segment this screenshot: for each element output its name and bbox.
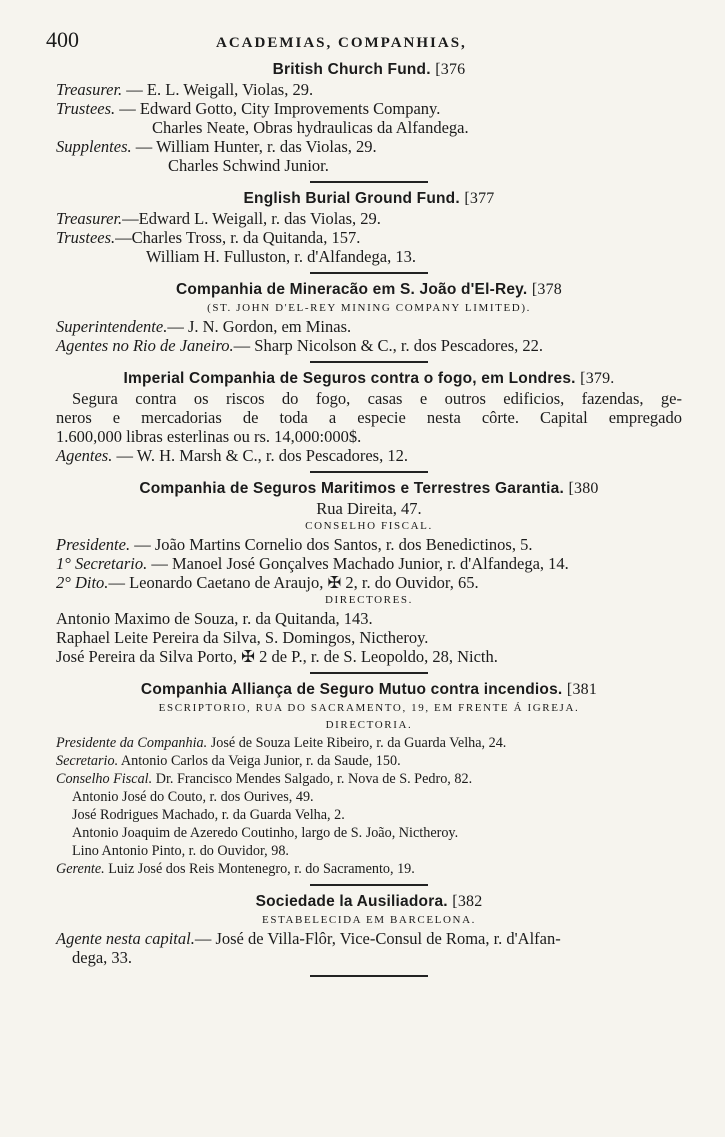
section-378 xyxy=(56,280,682,355)
entry-text: — José de Villa-Flôr, Vice-Consul de Roma, r. d'Alfan- xyxy=(194,929,561,948)
paragraph-line: neros e mercadorias de toda a especie nesta côrte. Capital empregado xyxy=(56,408,682,427)
section-number: [380 xyxy=(568,480,599,497)
entry-line: José Pereira da Silva Porto, ✠ 2 de P., r. de S. Leopoldo, 28, Nicth. xyxy=(56,647,498,666)
section-title xyxy=(56,280,682,300)
entry-line xyxy=(56,535,682,554)
section-title-text: Companhia Alliança de Seguro Mutuo contra incendios. xyxy=(140,681,563,698)
subheading: ESTABELECIDA EM BARCELONA. xyxy=(262,914,476,926)
entry-text: — Edward Gotto, City Improvements Company. xyxy=(115,99,441,118)
section-number: [381 xyxy=(566,681,598,698)
role-label: Agentes. xyxy=(56,446,113,465)
role-label: Trustees. xyxy=(56,228,116,247)
role-label: 1° Secretario. xyxy=(56,554,148,573)
section-title-text: British Church Fund. xyxy=(272,61,431,78)
entry-line xyxy=(56,752,682,770)
entry-line: Antonio José do Couto, r. dos Ourives, 49. xyxy=(72,789,314,805)
section-379 xyxy=(56,369,682,465)
section-subtitle: (ST. JOHN D'EL-REY MINING COMPANY LIMITED). xyxy=(207,302,531,314)
section-divider xyxy=(310,181,428,183)
entry-line xyxy=(56,99,682,118)
role-label: Gerente. xyxy=(56,861,105,877)
section-divider xyxy=(310,361,428,363)
entry-line xyxy=(56,336,682,355)
section-title-text: Sociedade la Ausiliadora. xyxy=(255,893,448,910)
section-title xyxy=(56,369,682,389)
section-title-text: Imperial Companhia de Seguros contra o fogo, em Londres. xyxy=(123,370,576,387)
section-377 xyxy=(56,189,682,266)
section-number: [382 xyxy=(452,893,483,910)
role-label: Agente nesta capital. xyxy=(56,929,195,948)
entry-text: Luiz José dos Reis Montenegro, r. do Sacramento, 19. xyxy=(104,861,415,877)
entry-line: José Rodrigues Machado, r. da Guarda Velha, 2. xyxy=(72,807,345,823)
section-title xyxy=(56,892,682,912)
page-number: 400 xyxy=(46,27,79,52)
entry-line xyxy=(56,734,682,752)
entry-line xyxy=(56,554,682,573)
entry-line xyxy=(56,137,682,156)
role-label: Presidente. xyxy=(56,535,131,554)
section-number: [379. xyxy=(580,370,615,387)
entry-text: — Sharp Nicolson & C., r. dos Pescadores, 22. xyxy=(233,336,543,355)
section-title xyxy=(56,60,682,80)
entry-text: — Manoel José Gonçalves Machado Junior, r. d'Alfandega, 14. xyxy=(147,554,569,573)
entry-line xyxy=(56,209,682,228)
section-381 xyxy=(56,680,682,878)
entry-line xyxy=(56,317,682,336)
entry-line: Lino Antonio Pinto, r. do Ouvidor, 98. xyxy=(72,843,289,859)
entry-line: dega, 33. xyxy=(72,948,133,967)
paragraph-line: Segura contra os riscos do fogo, casas e outros edificios, fazendas, ge- xyxy=(72,389,682,408)
entry-text: — João Martins Cornelio dos Santos, r. dos Benedictinos, 5. xyxy=(130,535,533,554)
entry-line xyxy=(56,573,682,592)
role-label: Agentes no Rio de Janeiro. xyxy=(56,336,234,355)
section-number: [377 xyxy=(464,190,495,207)
subheading: CONSELHO FISCAL. xyxy=(305,520,433,532)
section-title-text: Companhia de Mineracão em S. João d'El-Rey. xyxy=(175,281,528,298)
section-divider xyxy=(310,272,428,274)
section-380 xyxy=(56,479,682,666)
role-label: Conselho Fiscal. xyxy=(56,771,153,787)
entry-text: José de Souza Leite Ribeiro, r. da Guarda Velha, 24. xyxy=(207,735,507,751)
section-title-text: English Burial Ground Fund. xyxy=(243,190,460,207)
role-label: Treasurer. xyxy=(56,209,123,228)
entry-text: —Charles Tross, r. da Quitanda, 157. xyxy=(115,228,361,247)
entry-line: Raphael Leite Pereira da Silva, S. Domingos, Nictheroy. xyxy=(56,628,429,647)
page-header xyxy=(46,27,686,54)
entry-line: Antonio Joaquim de Azeredo Coutinho, largo de S. João, Nictheroy. xyxy=(72,825,459,841)
section-title-text: Companhia de Seguros Maritimos e Terrestres Garantia. xyxy=(139,480,564,497)
entry-line: William H. Fulluston, r. d'Alfandega, 13. xyxy=(146,247,416,266)
entry-line xyxy=(56,228,682,247)
entry-text: Dr. Francisco Mendes Salgado, r. Nova de S. Pedro, 82. xyxy=(152,771,473,787)
entry-text: — William Hunter, r. das Violas, 29. xyxy=(131,137,377,156)
section-376 xyxy=(56,60,682,175)
entry-text: — J. N. Gordon, em Minas. xyxy=(167,317,352,336)
section-divider xyxy=(310,471,428,473)
office-address: ESCRIPTORIO, RUA DO SACRAMENTO, 19, EM FRENTE Á IGREJA. xyxy=(158,702,580,714)
entry-text: — E. L. Weigall, Violas, 29. xyxy=(122,80,314,99)
entry-line: Charles Schwind Junior. xyxy=(168,156,329,175)
paragraph-line: 1.600,000 libras esterlinas ou rs. 14,000:000$. xyxy=(56,427,362,446)
section-number: [376 xyxy=(435,61,466,78)
section-divider xyxy=(310,975,428,977)
role-label: Presidente da Companhia. xyxy=(56,735,208,751)
entry-line xyxy=(56,929,682,948)
page-content xyxy=(56,60,682,983)
section-382 xyxy=(56,892,682,967)
entry-line xyxy=(56,770,682,788)
section-title xyxy=(56,479,682,499)
entry-text: Antonio Carlos da Veiga Junior, r. da Saude, 150. xyxy=(118,753,401,769)
role-label: Secretario. xyxy=(56,753,119,769)
role-label: Treasurer. xyxy=(56,80,123,99)
section-address: Rua Direita, 47. xyxy=(316,499,422,518)
entry-line: Charles Neate, Obras hydraulicas da Alfandega. xyxy=(152,118,469,137)
section-title xyxy=(56,189,682,209)
entry-line xyxy=(56,860,682,878)
role-label: Supplentes. xyxy=(56,137,132,156)
entry-text: — Leonardo Caetano de Araujo, ✠ 2, r. do Ouvidor, 65. xyxy=(108,573,479,592)
section-title xyxy=(56,680,682,700)
entry-line xyxy=(56,80,682,99)
entry-line xyxy=(56,446,682,465)
role-label: Trustees. xyxy=(56,99,116,118)
section-divider xyxy=(310,672,428,674)
role-label: 2° Dito. xyxy=(56,573,109,592)
role-label: Superintendente. xyxy=(56,317,168,336)
entry-text: —Edward L. Weigall, r. das Violas, 29. xyxy=(122,209,381,228)
subheading: DIRECTORIA. xyxy=(325,719,413,731)
running-title: ACADEMIAS, COMPANHIAS, xyxy=(216,35,467,51)
entry-text: — W. H. Marsh & C., r. dos Pescadores, 12. xyxy=(112,446,408,465)
section-number: [378 xyxy=(531,281,563,298)
entry-line: Antonio Maximo de Souza, r. da Quitanda, 143. xyxy=(56,609,373,628)
section-divider xyxy=(310,884,428,886)
subheading: DIRECTORES. xyxy=(325,594,413,606)
